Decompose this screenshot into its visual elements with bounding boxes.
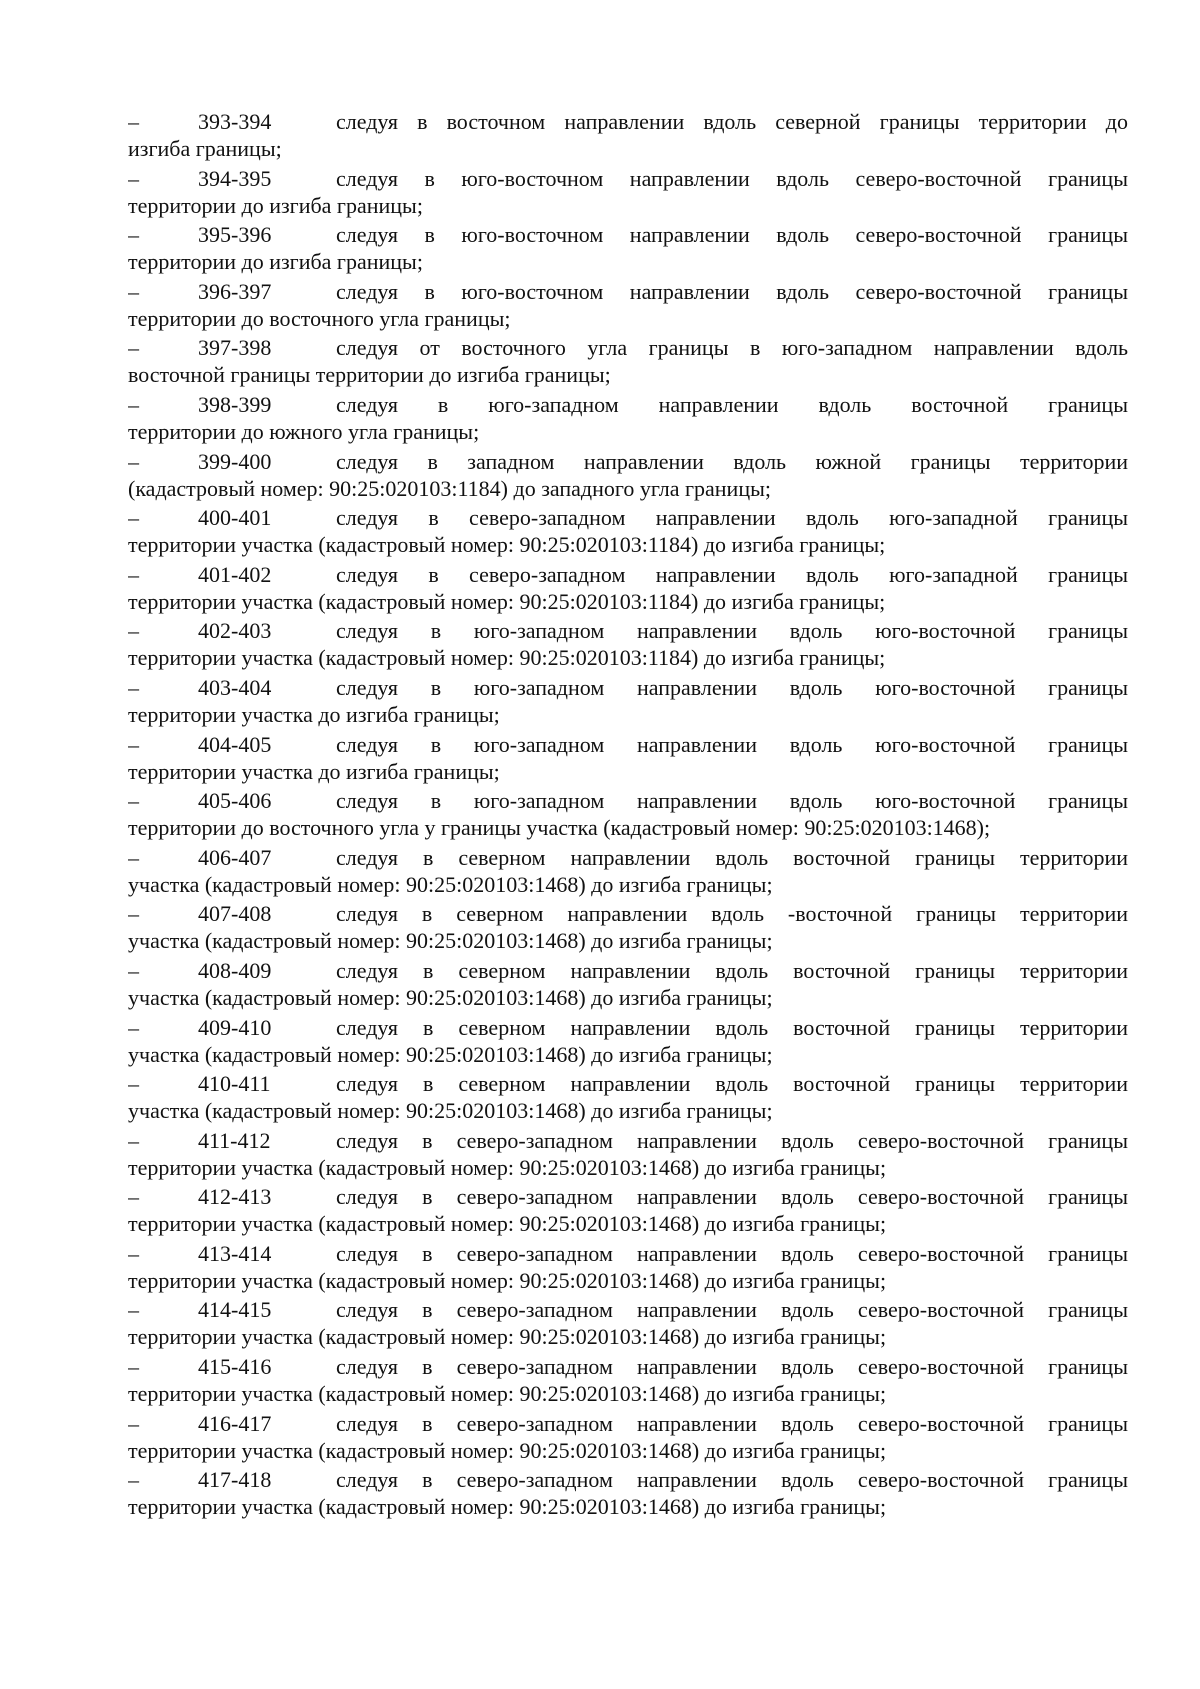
list-dash: –: [128, 901, 139, 927]
entry-first-line: [128, 900, 1128, 927]
list-dash: –: [128, 1184, 139, 1210]
boundary-segment-entry: [128, 278, 1128, 335]
entry-text-line-2: восточной границы территории до изгиба границы;: [128, 362, 611, 388]
point-range: 400-401: [198, 505, 272, 531]
entry-text-line-1: следуя в юго-восточном направлении вдоль северо-восточной границы: [336, 165, 1128, 191]
boundary-segment-entry: [128, 561, 1128, 618]
list-dash: –: [128, 165, 139, 191]
entry-first-line: [128, 1014, 1128, 1041]
list-dash: –: [128, 788, 139, 814]
entry-text-line-2: изгиба границы;: [128, 136, 282, 161]
point-range: 403-404: [198, 674, 272, 700]
boundary-segment-entry: [128, 1353, 1128, 1410]
list-dash: –: [128, 618, 139, 644]
point-range: 405-406: [198, 788, 272, 814]
entry-text-line-2: территории участка (кадастровый номер: 90:25:020103:1468) до изгиба границы;: [128, 1494, 887, 1520]
entry-first-line: [128, 1070, 1128, 1097]
entry-first-line: [128, 731, 1128, 758]
point-range: 401-402: [198, 561, 272, 587]
entry-text-line-1: следуя в юго-западном направлении вдоль юго-восточной границы: [336, 674, 1128, 700]
entry-first-line: [128, 787, 1128, 814]
boundary-segment-entry: [128, 844, 1128, 901]
entry-text-line-2: территории до изгиба границы;: [128, 192, 423, 218]
list-dash: –: [128, 505, 139, 531]
point-range: 396-397: [198, 278, 272, 304]
boundary-segment-entry: [128, 334, 1128, 391]
list-dash: –: [128, 1071, 139, 1097]
list-dash: –: [128, 1354, 139, 1380]
boundary-segment-entry: [128, 504, 1128, 561]
list-dash: –: [128, 561, 139, 587]
entry-text-line-1: следуя в северо-западном направлении вдоль северо-восточной границы: [336, 1240, 1128, 1266]
boundary-segment-entry: [128, 1296, 1128, 1353]
entry-text-line-2: участка (кадастровый номер: 90:25:020103:1468) до изгиба границы;: [128, 984, 773, 1010]
boundary-segment-entry: [128, 1240, 1128, 1297]
entry-text-line-1: следуя в северо-западном направлении вдоль северо-восточной границы: [336, 1354, 1128, 1380]
entry-first-line: [128, 1127, 1128, 1154]
entry-text-line-1: следуя в северном направлении вдоль восточной границы территории: [336, 1071, 1128, 1097]
entry-first-line: [128, 221, 1128, 248]
boundary-segment-entry: [128, 1070, 1128, 1127]
boundary-segment-entry: [128, 617, 1128, 674]
entry-first-line: [128, 334, 1128, 361]
entry-text-line-1: следуя в северном направлении вдоль -восточной границы территории: [336, 901, 1128, 927]
point-range: 397-398: [198, 335, 272, 361]
list-dash: –: [128, 335, 139, 361]
entry-text-line-1: следуя в западном направлении вдоль южной границы территории: [336, 448, 1128, 474]
entry-first-line: [128, 278, 1128, 305]
point-range: 406-407: [198, 844, 272, 870]
point-range: 394-395: [198, 165, 272, 191]
entry-text-line-1: следуя в северо-западном направлении вдоль северо-восточной границы: [336, 1410, 1128, 1436]
entry-first-line: [128, 674, 1128, 701]
entry-text-line-2: территории участка (кадастровый номер: 90:25:020103:1184) до изгиба границы;: [128, 588, 886, 614]
entry-first-line: [128, 108, 1128, 135]
point-range: 417-418: [198, 1467, 272, 1493]
boundary-segment-entry: [128, 1183, 1128, 1240]
entry-text-line-1: следуя в юго-западном направлении вдоль юго-восточной границы: [336, 731, 1128, 757]
entry-first-line: [128, 844, 1128, 871]
list-dash: –: [128, 222, 139, 248]
entry-text-line-2: территории участка (кадастровый номер: 90:25:020103:1184) до изгиба границы;: [128, 645, 886, 671]
list-dash: –: [128, 957, 139, 983]
boundary-segment-entry: [128, 1410, 1128, 1467]
entry-text-line-2: участка (кадастровый номер: 90:25:020103:1468) до изгиба границы;: [128, 871, 773, 897]
boundary-segment-entry: [128, 731, 1128, 788]
point-range: 404-405: [198, 731, 272, 757]
entry-text-line-2: территории участка (кадастровый номер: 90:25:020103:1468) до изгиба границы;: [128, 1267, 887, 1293]
list-dash: –: [128, 448, 139, 474]
list-dash: –: [128, 278, 139, 304]
point-range: 409-410: [198, 1014, 272, 1040]
entry-first-line: [128, 1183, 1128, 1210]
entry-first-line: [128, 391, 1128, 418]
boundary-segment-entry: [128, 787, 1128, 844]
entry-text-line-2: территории участка до изгиба границы;: [128, 758, 500, 784]
list-dash: –: [128, 1467, 139, 1493]
list-dash: –: [128, 1410, 139, 1436]
entry-text-line-1: следуя в юго-западном направлении вдоль юго-восточной границы: [336, 618, 1128, 644]
list-dash: –: [128, 109, 139, 134]
point-range: 393-394: [198, 109, 272, 134]
entry-text-line-1: следуя в северо-западном направлении вдоль юго-западной границы: [336, 561, 1128, 587]
entry-text-line-2: (кадастровый номер: 90:25:020103:1184) до западного угла границы;: [128, 475, 771, 501]
list-dash: –: [128, 731, 139, 757]
entry-text-line-1: следуя в юго-западном направлении вдоль юго-восточной границы: [336, 788, 1128, 814]
entry-text-line-2: территории участка (кадастровый номер: 90:25:020103:1468) до изгиба границы;: [128, 1437, 887, 1463]
boundary-segment-entry: [128, 448, 1128, 505]
entry-text-line-2: территории участка до изгиба границы;: [128, 701, 500, 727]
list-dash: –: [128, 391, 139, 417]
point-range: 395-396: [198, 222, 272, 248]
entry-text-line-1: следуя в северо-западном направлении вдоль северо-восточной границы: [336, 1184, 1128, 1210]
point-range: 407-408: [198, 901, 272, 927]
entry-text-line-2: территории участка (кадастровый номер: 90:25:020103:1468) до изгиба границы;: [128, 1211, 887, 1237]
entry-text-line-2: территории до восточного угла границы;: [128, 305, 511, 331]
list-dash: –: [128, 1127, 139, 1153]
entry-text-line-2: территории до изгиба границы;: [128, 249, 423, 275]
point-range: 411-412: [198, 1127, 271, 1153]
boundary-segment-entry: [128, 1466, 1128, 1523]
boundary-segment-entry: [128, 900, 1128, 957]
boundary-segment-entry: [128, 1014, 1128, 1071]
entry-first-line: [128, 957, 1128, 984]
entry-text-line-1: следуя в северо-западном направлении вдоль северо-восточной границы: [336, 1467, 1128, 1493]
entry-text-line-1: следуя в юго-восточном направлении вдоль северо-восточной границы: [336, 222, 1128, 248]
entry-first-line: [128, 617, 1128, 644]
entry-text-line-1: следуя в северо-западном направлении вдоль юго-западной границы: [336, 505, 1128, 531]
entry-text-line-1: следуя в юго-восточном направлении вдоль северо-восточной границы: [336, 278, 1128, 304]
point-range: 402-403: [198, 618, 272, 644]
entry-first-line: [128, 561, 1128, 588]
point-range: 413-414: [198, 1240, 272, 1266]
entry-text-line-2: территории до южного угла границы;: [128, 418, 480, 444]
entry-first-line: [128, 1240, 1128, 1267]
list-dash: –: [128, 1240, 139, 1266]
entry-text-line-2: территории участка (кадастровый номер: 90:25:020103:1468) до изгиба границы;: [128, 1381, 887, 1407]
entry-text-line-1: следуя в восточном направлении вдоль северной границы территории до: [336, 109, 1128, 134]
entry-text-line-2: территории участка (кадастровый номер: 90:25:020103:1468) до изгиба границы;: [128, 1154, 887, 1180]
list-dash: –: [128, 844, 139, 870]
entry-text-line-1: следуя от восточного угла границы в юго-западном направлении вдоль: [336, 335, 1128, 361]
boundary-segment-entry: [128, 1127, 1128, 1184]
entry-text-line-1: следуя в северном направлении вдоль восточной границы территории: [336, 1014, 1128, 1040]
boundary-segment-entry: [128, 391, 1128, 448]
point-range: 398-399: [198, 391, 272, 417]
boundary-segment-entry: [128, 957, 1128, 1014]
entry-text-line-2: участка (кадастровый номер: 90:25:020103:1468) до изгиба границы;: [128, 928, 773, 954]
entry-text-line-1: следуя в северном направлении вдоль восточной границы территории: [336, 957, 1128, 983]
entry-first-line: [128, 448, 1128, 475]
entry-first-line: [128, 1466, 1128, 1493]
point-range: 414-415: [198, 1297, 272, 1323]
entry-first-line: [128, 1296, 1128, 1323]
entry-text-line-1: следуя в северном направлении вдоль восточной границы территории: [336, 844, 1128, 870]
list-dash: –: [128, 1297, 139, 1323]
point-range: 412-413: [198, 1184, 272, 1210]
entry-text-line-2: участка (кадастровый номер: 90:25:020103:1468) до изгиба границы;: [128, 1041, 773, 1067]
entry-text-line-1: следуя в северо-западном направлении вдоль северо-восточной границы: [336, 1127, 1128, 1153]
point-range: 410-411: [198, 1071, 271, 1097]
entry-first-line: [128, 504, 1128, 531]
boundary-segment-entry: [128, 674, 1128, 731]
entry-first-line: [128, 165, 1128, 192]
point-range: 415-416: [198, 1354, 272, 1380]
list-dash: –: [128, 674, 139, 700]
entry-text-line-2: территории до восточного угла у границы участка (кадастровый номер: 90:25:020103:1468);: [128, 815, 991, 841]
point-range: 416-417: [198, 1410, 272, 1436]
entry-first-line: [128, 1353, 1128, 1380]
entry-text-line-2: территории участка (кадастровый номер: 90:25:020103:1184) до изгиба границы;: [128, 532, 886, 558]
entry-text-line-1: следуя в юго-западном направлении вдоль восточной границы: [336, 391, 1128, 417]
entry-text-line-1: следуя в северо-западном направлении вдоль северо-восточной границы: [336, 1297, 1128, 1323]
point-range: 399-400: [198, 448, 272, 474]
point-range: 408-409: [198, 957, 272, 983]
entry-first-line: [128, 1410, 1128, 1437]
entry-text-line-2: территории участка (кадастровый номер: 90:25:020103:1468) до изгиба границы;: [128, 1324, 887, 1350]
list-dash: –: [128, 1014, 139, 1040]
boundary-description-list: [128, 108, 1128, 1523]
boundary-segment-entry: [128, 108, 1128, 165]
entry-text-line-2: участка (кадастровый номер: 90:25:020103:1468) до изгиба границы;: [128, 1098, 773, 1124]
boundary-segment-entry: [128, 165, 1128, 222]
boundary-segment-entry: [128, 221, 1128, 278]
